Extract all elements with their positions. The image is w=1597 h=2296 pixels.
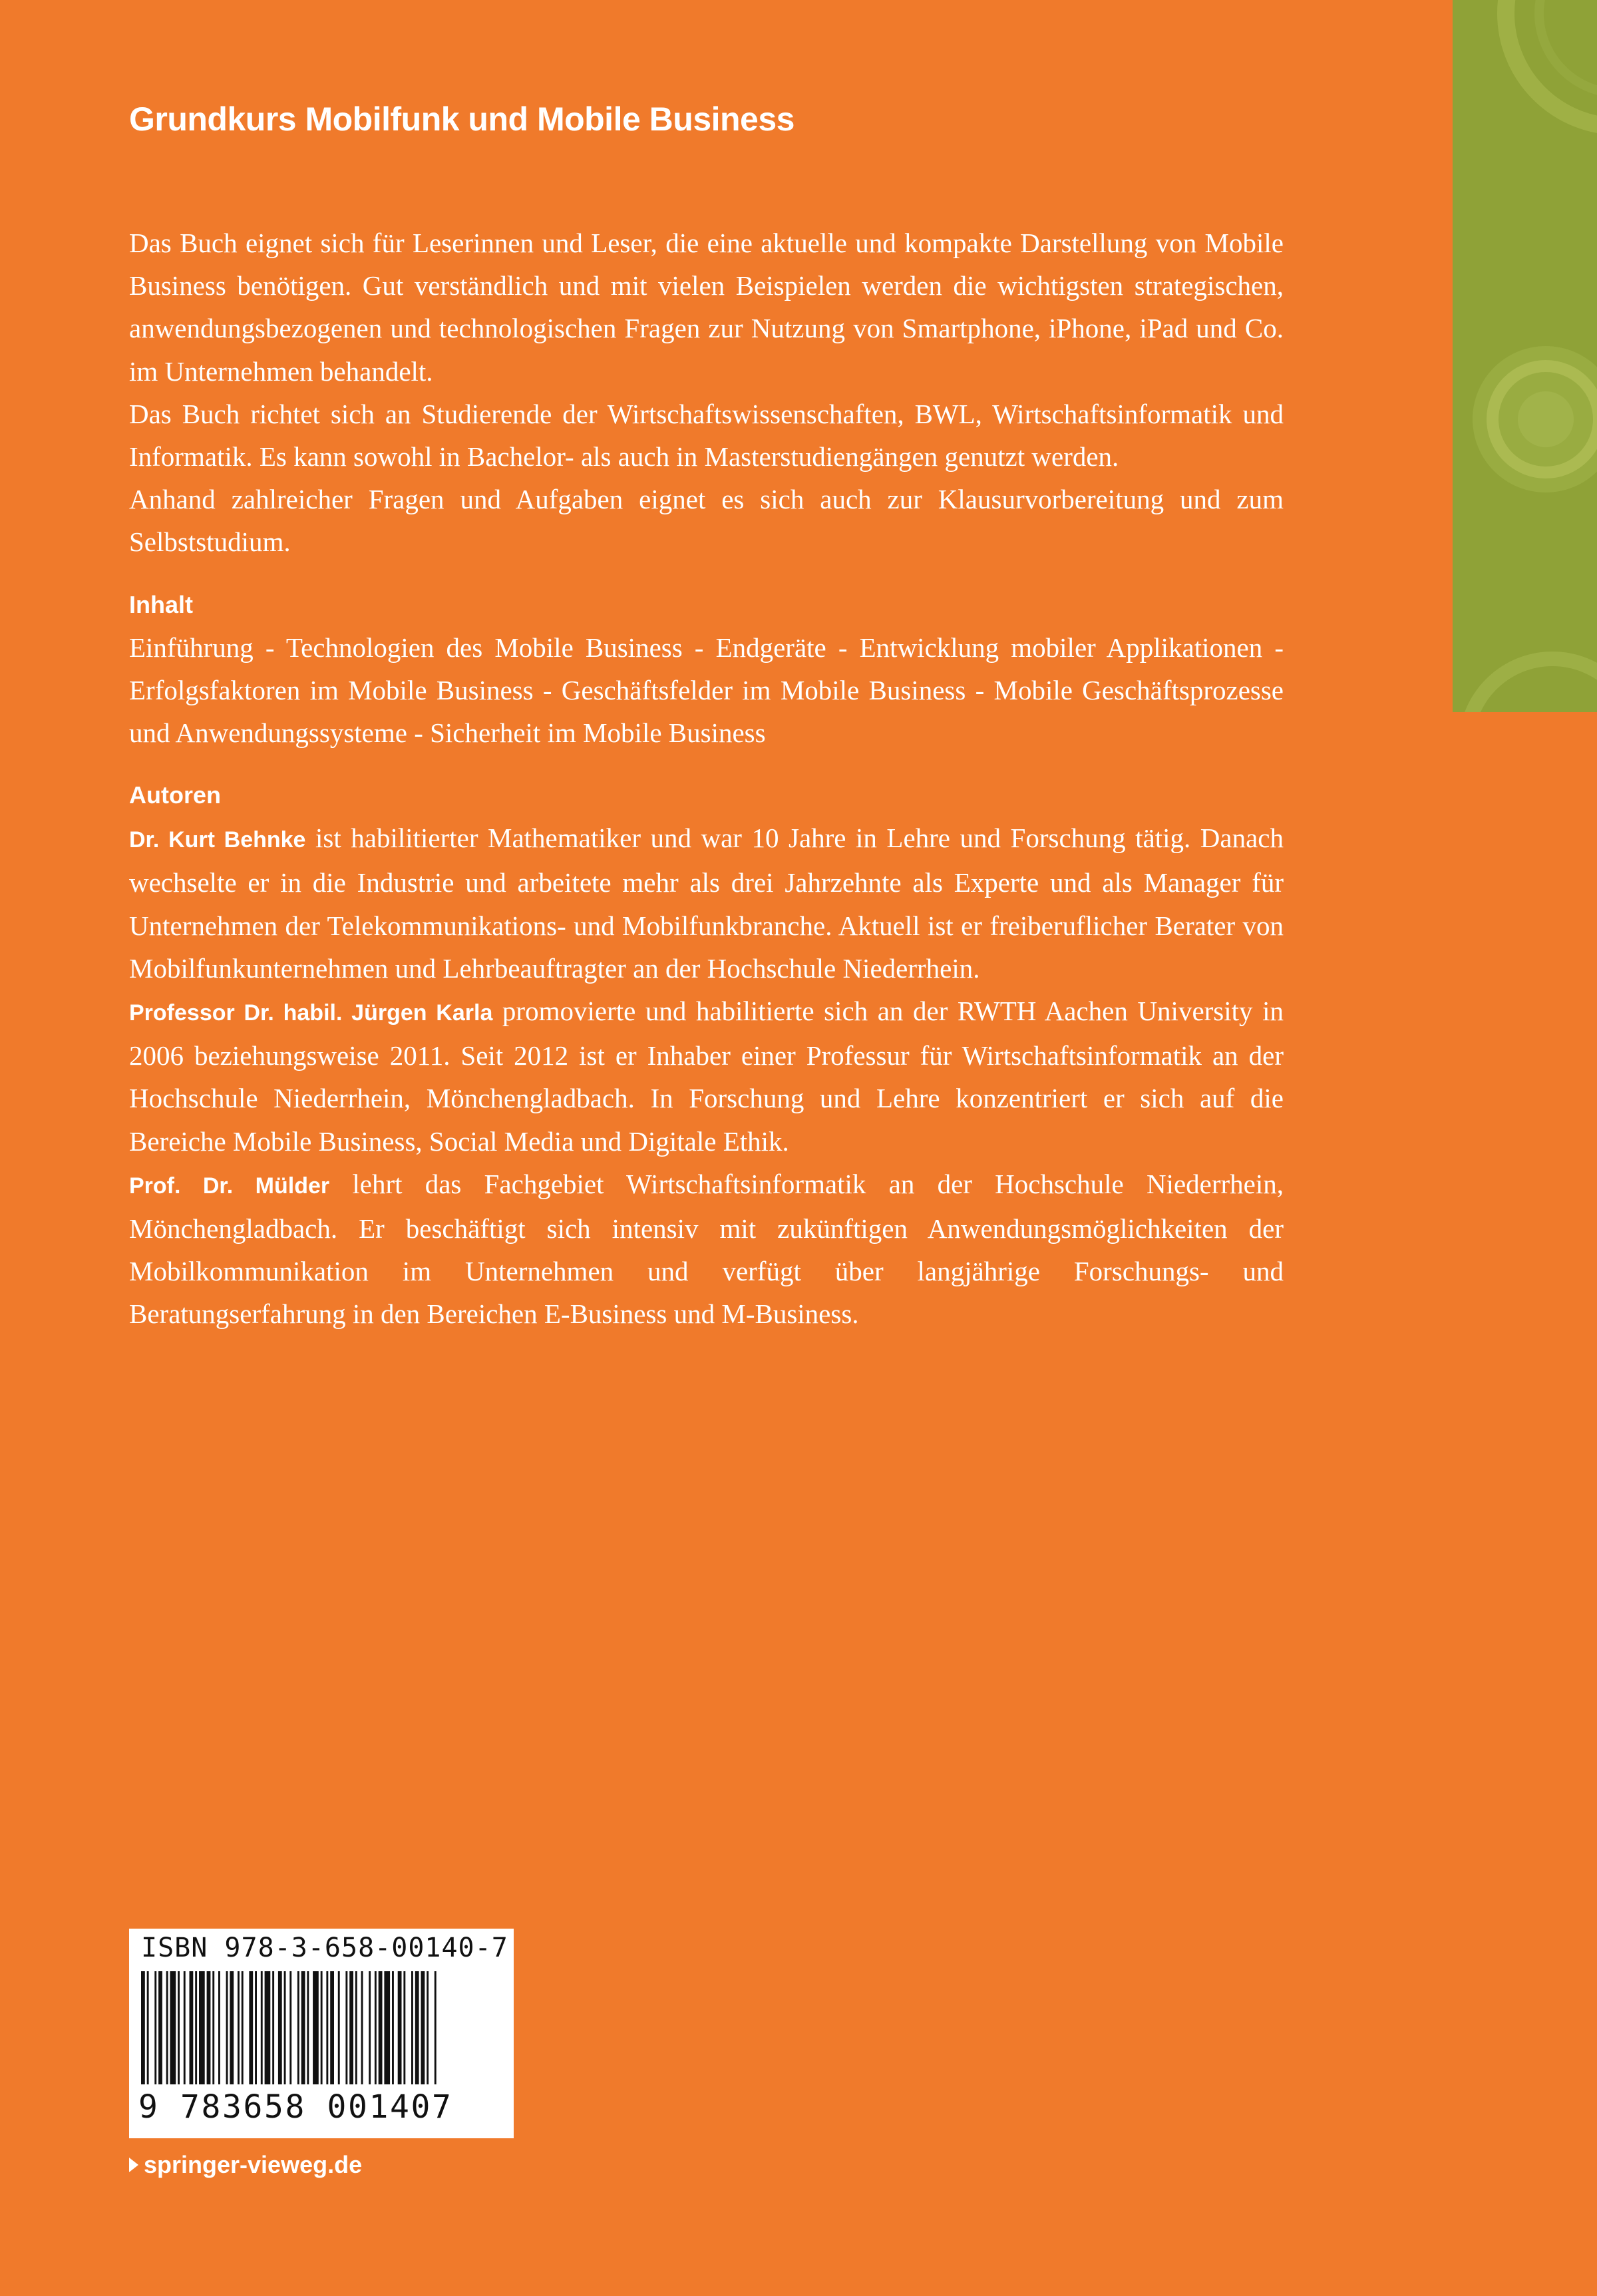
barcode-bar [249, 1971, 253, 2084]
author-bio: promovierte und habilitierte sich an der RWTH Aachen University in 2006 beziehungsweise 2011. Seit 2012 ist er Inhaber einer Professur für Wirtschaftsinformatik an der Hochschule Niederrhein, Mönchengladbach. In Forschung und Lehre konzentriert er sich auf die Bereiche Mobile Business, Social Media und Digitale Ethik. [129, 996, 1284, 1157]
barcode-bar [190, 1971, 194, 2084]
barcode-bar [284, 1971, 286, 2084]
website-text: springer-vieweg.de [144, 2151, 363, 2178]
barcode-bar [207, 1971, 211, 2084]
barcode-bar [427, 1971, 429, 2084]
barcode-bar [230, 1971, 234, 2084]
barcode-bar [272, 1971, 274, 2084]
barcode-bar [289, 1971, 291, 2084]
barcode-bar [184, 1971, 186, 2084]
barcode-bar [392, 1971, 394, 2084]
barcode-bar [415, 1971, 419, 2084]
barcode-bar [321, 1971, 323, 2084]
barcode-bar [349, 1971, 353, 2084]
barcode-bar [166, 1971, 168, 2084]
author-entry [129, 817, 1284, 990]
author-bio: lehrt das Fachgebiet Wirtschaftsinformatik an der Hochschule Niederrhein, Mönchengladbach. Er beschäftigt sich intensiv mit zukünftigen Anwendungsmöglichkeiten der Mobilkommunikation im Unternehmen und verfügt über langjährige Forschungs- und Beratungserfahrung in den Bereichen E-Business und M-Business. [129, 1168, 1284, 1330]
barcode-bar [313, 1971, 319, 2084]
barcode-bar [212, 1971, 214, 2084]
decorative-green-band [1453, 0, 1597, 712]
barcode-bar [238, 1971, 240, 2084]
isbn-barcode-box [129, 1929, 514, 2138]
intro-paragraph: Das Buch eignet sich für Leserinnen und Leser, die eine aktuelle und kompakte Darstellung von Mobile Business benötigen. Gut verständlich und mit vielen Beispielen werden die wichtigsten strategischen, anwendungsbezogenen und technologischen Fragen zur Nutzung von Smartphone, iPhone, iPad und Co. im Unternehmen behandelt. [129, 228, 1284, 387]
barcode-bar [278, 1971, 282, 2084]
barcode-bar [330, 1971, 334, 2084]
barcode-bar [154, 1971, 156, 2084]
publisher-website-link[interactable] [129, 2151, 362, 2179]
barcode-bar [338, 1971, 340, 2084]
barcode-bar [398, 1971, 402, 2084]
barcode-bar [226, 1971, 228, 2084]
barcode-bar [375, 1971, 377, 2084]
barcode-bar [369, 1971, 371, 2084]
back-cover-text [129, 222, 1284, 1336]
barcode-bar [411, 1971, 413, 2084]
barcode-bar [255, 1971, 257, 2084]
barcode-bar [261, 1971, 263, 2084]
barcode-bar [141, 1971, 145, 2084]
barcode-bar [326, 1971, 328, 2084]
circle-pattern-icon [1453, 0, 1597, 712]
author-name: Prof. Dr. Mülder [129, 1173, 330, 1199]
author-entry [129, 1163, 1284, 1336]
arrow-right-icon [129, 2158, 138, 2172]
barcode-bar [307, 1971, 309, 2084]
barcode-bar [345, 1971, 347, 2084]
barcode-bar [361, 1971, 363, 2084]
barcode-bar [355, 1971, 357, 2084]
barcode-bar [379, 1971, 383, 2084]
author-bio: ist habilitierter Mathematiker und war 10 Jahre in Lehre und Forschung tätig. Danach wechselte er in die Industrie und arbeitete mehr als drei Jahrzehnte als Experte und als Manager für Unternehmen der Telekommunikations- und Mobilfunkbranche. Aktuell ist er freiberuflicher Berater von Mobilfunkunternehmen und Lehrbeauftragter an der Hochschule Niederrhein. [129, 823, 1284, 984]
barcode-bar [265, 1971, 271, 2084]
barcode-icon [138, 1971, 504, 2084]
barcode-bar [403, 1971, 405, 2084]
barcode-digits: 9 783658 001407 [138, 2088, 453, 2126]
intro-paragraph: Das Buch richtet sich an Studierende der Wirtschaftswissenschaften, BWL, Wirtschaftsinformatik und Informatik. Es kann sowohl in Bachelor- als auch in Masterstudiengängen genutzt werden. [129, 398, 1284, 473]
contents-heading: Inhalt [129, 590, 193, 618]
barcode-bar [301, 1971, 305, 2084]
isbn-label: ISBN 978-3-658-00140-7 [141, 1933, 508, 1963]
author-name: Dr. Kurt Behnke [129, 827, 306, 853]
author-name: Professor Dr. habil. Jürgen Karla [129, 1000, 493, 1026]
barcode-bar [297, 1971, 299, 2084]
barcode-bar [147, 1971, 149, 2084]
barcode-bar [421, 1971, 425, 2084]
barcode-bar [384, 1971, 390, 2084]
intro-paragraph: Anhand zahlreicher Fragen und Aufgaben eignet es sich auch zur Klausurvorbereitung und zum Selbststudium. [129, 484, 1284, 558]
barcode-bar [170, 1971, 176, 2084]
authors-heading: Autoren [129, 781, 221, 809]
contents-text: Einführung - Technologien des Mobile Business - Endgeräte - Entwicklung mobiler Applikationen - Erfolgsfaktoren im Mobile Business - Geschäftsfelder im Mobile Business - Mobile Geschäftsprozesse und Anwendungssysteme - Sicherheit im Mobile Business [129, 632, 1284, 749]
barcode-bar [242, 1971, 244, 2084]
barcode-bar [178, 1971, 180, 2084]
book-title: Grundkurs Mobilfunk und Mobile Business [129, 100, 795, 138]
author-entry [129, 990, 1284, 1163]
barcode-bar [195, 1971, 197, 2084]
barcode-bar [435, 1971, 437, 2084]
barcode-bar [158, 1971, 162, 2084]
barcode-bar [199, 1971, 205, 2084]
barcode-bar [218, 1971, 220, 2084]
